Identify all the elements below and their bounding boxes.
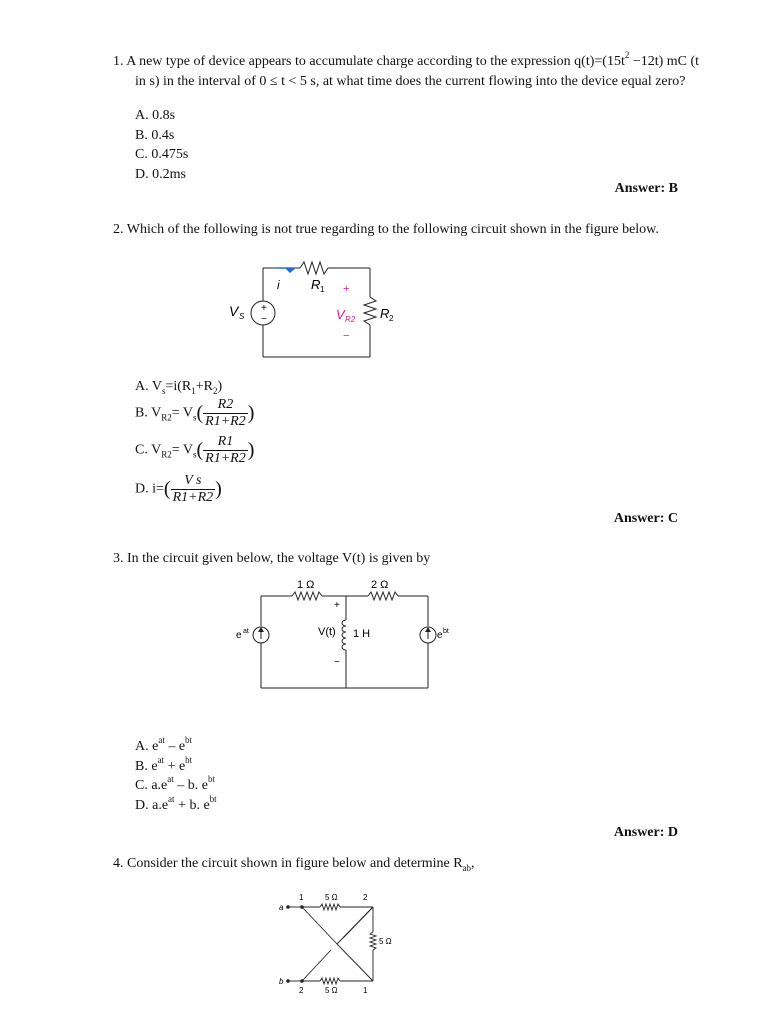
question-2-option-b: B. $V_{R2}= V_s$( $\frac{R2}{R1+R2}$ ) xyxy=(135,397,255,429)
source-2-sup: bt xyxy=(443,628,449,635)
question-2-option-c: C. $V_{R2}= V_s$( $\frac{R1}{R1+R2}$ ) xyxy=(135,434,255,466)
question-1-stem: 1. A new type of device appears to accumulate charge according to the expression $q(t)=(15t^2 -12t)$ mC (t in s) in the interval of 0 ≤ t < 5 s, at what time does the current flowing into the device equal zero? xyxy=(113,50,700,89)
question-2-option-a: A. $V_s=i(R_1+R_2)$ xyxy=(135,379,223,396)
question-3-option-c: C. $a.e^{at}$ – b. $e^{bt}$ xyxy=(135,774,215,793)
source-1-label: e xyxy=(236,630,242,641)
question-1-answer: Answer: B xyxy=(614,181,678,196)
question-1-option-a: A. 0.8s xyxy=(135,108,176,123)
resistor-1-ohm-label: 1 Ω xyxy=(297,579,315,591)
resistor-bottom-label: 5 Ω xyxy=(325,986,338,995)
question-3-option-b: B. $e^{at} + e^{bt}$ xyxy=(135,754,193,774)
inductor-label: 1 H xyxy=(353,628,371,640)
node-2b-label: 2 xyxy=(299,986,304,995)
vr2-plus: + xyxy=(343,283,350,295)
vt-label: V(t) xyxy=(318,626,336,638)
vt-plus: + xyxy=(334,600,340,611)
node-1-label: 1 xyxy=(299,893,304,902)
question-3-stem: 3. In the circuit given below, the voltage V(t) is given by xyxy=(113,551,431,566)
question-1-option-c: C. 0.475s xyxy=(135,147,189,162)
r1-sub: 1 xyxy=(320,285,325,294)
vs-label: V xyxy=(229,303,239,319)
question-2-stem: 2. Which of the following is not true regarding to the following circuit shown in the figure below. xyxy=(113,222,659,237)
question-1-option-b: B. 0.4s xyxy=(135,127,175,143)
resistor-right-label: 5 Ω xyxy=(379,937,392,946)
source-plus-sign: + xyxy=(261,303,267,314)
source-minus-sign: − xyxy=(261,314,267,325)
node-1b-label: 1 xyxy=(363,986,368,995)
question-3-answer: Answer: D xyxy=(613,825,678,840)
vr2-minus: − xyxy=(343,330,350,342)
vr2-sub: R2 xyxy=(345,315,356,324)
source-2-label: e xyxy=(437,630,443,641)
vs-sub: S xyxy=(239,312,245,321)
resistor-top-label: 5 Ω xyxy=(325,893,338,902)
r1-label: R xyxy=(311,277,321,292)
question-2-option-d: D. i=( $\frac{\text{V s}}{R1+R2}$ ) xyxy=(135,473,222,505)
current-label: i xyxy=(277,278,280,292)
r2-sub: 2 xyxy=(389,314,394,323)
source-1-sup: at xyxy=(243,628,249,635)
question-3-option-a: A. $e^{at} - e^{bt}$ xyxy=(135,735,193,754)
vr2-label: V xyxy=(336,307,345,322)
r2-label: R xyxy=(380,306,390,321)
vt-minus: − xyxy=(334,657,340,668)
resistor-2-ohm-label: 2 Ω xyxy=(371,579,389,591)
node-2-label: 2 xyxy=(363,893,368,902)
question-3-option-d: D. $a.e^{at} + b$. $e^{bt}$ xyxy=(135,793,217,813)
terminal-b-label: b xyxy=(279,977,284,986)
question-1-option-d: D. 0.2ms xyxy=(135,166,186,182)
question-4-stem: 4. Consider the circuit shown in figure below and determine $R_{ab}$, xyxy=(113,856,475,873)
question-2-answer: Answer: C xyxy=(613,511,678,526)
terminal-a-label: a xyxy=(279,903,284,912)
